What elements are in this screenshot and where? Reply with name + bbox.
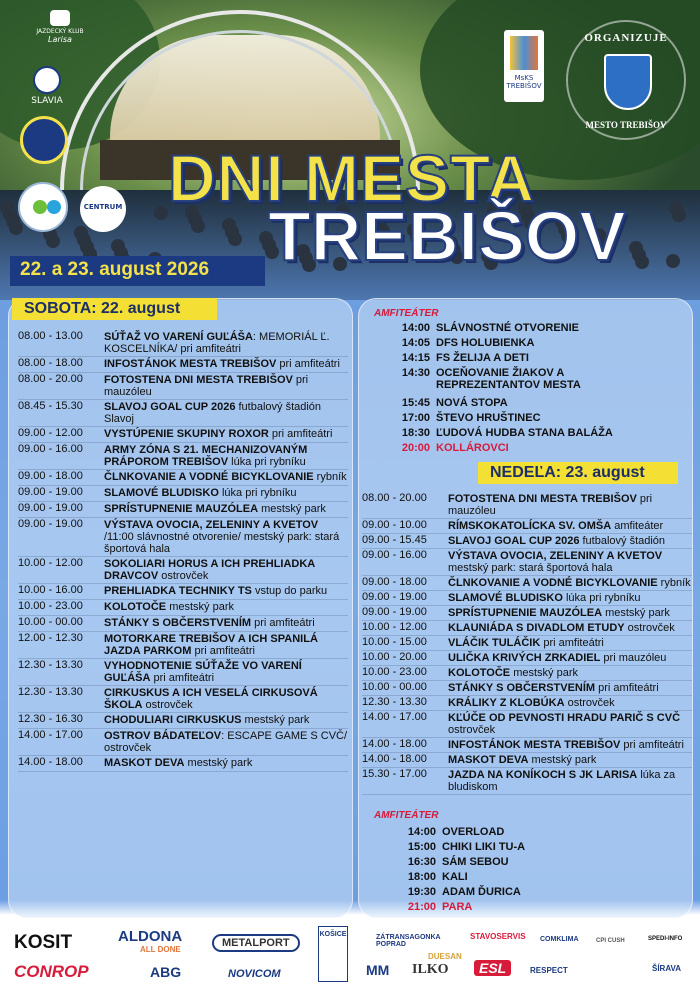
schedule-row (18, 330, 348, 357)
amfiteater-performer: FS ŽELIJA A DETI (436, 352, 529, 364)
event-location: pri amfiteátri (268, 428, 333, 440)
sponsor-logo: ILKO (412, 962, 449, 977)
schedule-event (104, 633, 348, 657)
sponsor-logo: COMKLIMA (540, 936, 579, 943)
schedule-row (362, 519, 692, 534)
event-name: SÚŤAŽ VO VARENÍ GUĽÁŠA (104, 331, 253, 343)
amfiteater-time: 18:00 (407, 871, 436, 883)
schedule-row (18, 486, 348, 502)
sponsor-logo: RESPECT (530, 966, 568, 975)
sponsor-logo: METALPORT (212, 934, 300, 952)
schedule-row (362, 576, 692, 591)
event-name: SPRÍSTUPNENIE MAUZÓLEA (448, 607, 603, 619)
sponsor-logo: ZÁTRANSAGONKA POPRAD (376, 934, 441, 948)
event-location: lúka pri rybníku (228, 456, 306, 468)
schedule-time: 10.00 - 00.00 (18, 616, 83, 628)
amfiteater-time: 20:00 (401, 442, 430, 454)
schedule-time: 10.00 - 16.00 (18, 584, 83, 596)
event-location: mestský park: stará športová hala (448, 562, 613, 574)
mestska-policia-logo (20, 116, 68, 164)
event-location: rybník (657, 577, 691, 589)
event-name: ULIČKA KRIVÝCH ZRKADIEL (448, 652, 601, 664)
schedule-event (104, 487, 348, 499)
event-location: pri amfiteátri (595, 682, 659, 694)
schedule-event (448, 697, 692, 709)
schedule-time: 10.00 - 23.00 (18, 600, 83, 612)
schedule-row (18, 443, 348, 470)
event-name: SLAMOVÉ BLUDISKO (448, 592, 563, 604)
schedule-event (104, 428, 348, 440)
event-name: OSTROV BÁDATEĽOV (104, 730, 222, 742)
amfiteater-time: 17:00 (401, 412, 430, 424)
event-location: mestský park (258, 503, 326, 515)
schedule-time: 10.00 - 20.00 (362, 651, 427, 663)
sunday-amfiteater-list (396, 826, 686, 916)
schedule-row (362, 753, 692, 768)
event-location: pri amfiteátri (150, 672, 215, 684)
coat-of-arms-icon (604, 54, 652, 110)
msks-logo: MsKS TREBIŠOV (504, 30, 544, 102)
amfiteater-time: 14:00 (407, 826, 436, 838)
event-location: mestský park (184, 757, 253, 769)
crowd-silhouette (635, 255, 649, 269)
event-name: KOLOTOČE (448, 667, 511, 679)
schedule-time: 08.45 - 15.30 (18, 400, 83, 412)
event-location: : ESCAPE GAME S CVČ/ ostrovček (104, 730, 348, 754)
schedule-time: 08.00 - 20.00 (18, 373, 83, 385)
crowd-silhouette (228, 232, 242, 246)
slavia-logo: SLAVIA (22, 66, 72, 106)
schedule-event (448, 637, 692, 649)
schedule-event (448, 769, 692, 793)
amfiteater-time: 14:15 (401, 352, 430, 364)
cvc-logo (18, 182, 68, 232)
event-location: lúka pri rybníku (562, 592, 641, 604)
schedule-row (18, 600, 348, 616)
schedule-event (104, 471, 348, 483)
saturday-heading: SOBOTA: 22. august (12, 298, 217, 320)
amfiteater-time: 18:30 (401, 427, 430, 439)
schedule-event (104, 601, 348, 613)
event-name: VYHODNOTENIE SÚŤAŽE VO VARENÍ GUĽÁŠA (104, 660, 302, 684)
schedule-row (18, 557, 348, 584)
schedule-row (18, 518, 348, 557)
schedule-event (104, 730, 348, 754)
schedule-event (448, 754, 692, 766)
amfiteater-performer: NOVÁ STOPA (436, 397, 508, 409)
schedule-row (18, 357, 348, 373)
schedule-time: 10.00 - 12.00 (362, 621, 427, 633)
amfiteater-performer: SLÁVNOSTNÉ OTVORENIE (436, 322, 580, 334)
sponsor-logo: ŠÍRAVA (652, 964, 682, 973)
saturday-schedule (18, 330, 348, 772)
amfiteater-performer: CHIKI LIKI TU-A (442, 841, 526, 853)
event-location: futbalový štadión Slavoj (104, 401, 322, 425)
schedule-row (18, 502, 348, 518)
event-name: SLAMOVÉ BLUDISKO (104, 487, 219, 499)
event-name: KOLOTOČE (104, 601, 167, 613)
jazdecky-klub-logo: JAZDECKÝ KLUB Larisa (30, 10, 90, 44)
schedule-row (18, 659, 348, 686)
schedule-time: 12.00 - 12.30 (18, 632, 83, 644)
event-location: futbalový štadión (579, 535, 666, 547)
saturday-amfiteater-list (390, 322, 690, 462)
event-name: CHODULIARI CIRKUSKUS (104, 714, 242, 726)
sponsor-logo: MM (366, 962, 390, 978)
amfiteater-performer: KOLLÁROVCI (436, 442, 509, 454)
amfiteater-time: 16:30 (407, 856, 436, 868)
schedule-time: 10.00 - 23.00 (362, 666, 427, 678)
schedule-event (104, 444, 348, 468)
event-name: SLAVOJ GOAL CUP 2026 (448, 535, 580, 547)
amfiteater-time: 15:00 (407, 841, 436, 853)
crowd-silhouette (9, 221, 23, 235)
organizuje-mesto-seal: ORGANIZUJE MESTO TREBIŠOV (566, 20, 686, 140)
schedule-time: 09.00 - 16.00 (18, 443, 83, 455)
schedule-row (362, 768, 692, 795)
amfiteater-time: 21:00 (407, 901, 436, 913)
schedule-event (104, 503, 348, 515)
schedule-event (448, 535, 692, 547)
event-name: VÝSTAVA OVOCIA, ZELENINY A KVETOV (104, 519, 319, 531)
event-name: ARMY ZÓNA S 21. MECHANIZOVANÝM PRÁPOROM TREBIŠOV (104, 444, 308, 468)
schedule-time: 14.00 - 17.00 (362, 711, 427, 723)
event-name: PREHLIADKA TECHNIKY TS (104, 585, 252, 597)
event-name: FOTOSTENA DNI MESTA TREBIŠOV (448, 493, 637, 505)
amfiteater-performer: DFS HOLUBIENKA (436, 337, 535, 349)
schedule-event (448, 652, 692, 664)
event-name: KLAUNIÁDA S DIVADLOM ETUDY (448, 622, 625, 634)
schedule-time: 14.00 - 17.00 (18, 729, 83, 741)
event-location: mestský park (510, 667, 578, 679)
schedule-row (362, 636, 692, 651)
sponsor-logo: ABG (150, 964, 182, 980)
schedule-time: 14.00 - 18.00 (18, 756, 83, 768)
schedule-time: 14.00 - 18.00 (362, 753, 427, 765)
amfiteater-time: 14:05 (401, 337, 430, 349)
event-location: : MEMORIÁL Ľ. KOSCELNÍKA/ pri amfiteátri (104, 331, 330, 355)
schedule-event (448, 712, 692, 736)
amfiteater-performer: KALI (442, 871, 468, 883)
sponsor-logo: ALL DONE (140, 945, 181, 954)
schedule-row (18, 400, 348, 427)
sunday-schedule (362, 492, 692, 795)
event-name: SOKOLIARI HORUS A ICH PREHLIADKA DRAVCOV (104, 558, 315, 582)
title-dni-mesta: DNI MESTA (168, 141, 536, 215)
schedule-time: 08.00 - 20.00 (362, 492, 427, 504)
amfiteater-performer: OCEŇOVANIE ŽIAKOV A REPREZENTANTOV MESTA (436, 367, 581, 391)
schedule-time: 09.00 - 10.00 (362, 519, 427, 531)
amfiteater-performer: OVERLOAD (442, 826, 505, 838)
schedule-event (448, 739, 692, 751)
event-name: MASKOT DEVA (104, 757, 185, 769)
event-location: pri amfiteátri (620, 739, 684, 751)
event-location: mestský park (528, 754, 597, 766)
schedule-event (104, 558, 348, 582)
sunday-heading: NEDEĽA: 23. august (478, 462, 678, 484)
event-location: lúka za bludiskom (448, 769, 676, 793)
event-location: pri amfiteátri (540, 637, 604, 649)
schedule-event (104, 331, 348, 355)
event-name: STÁNKY S OBČERSTVENÍM (448, 682, 596, 694)
schedule-event (104, 519, 348, 555)
event-date: 22. a 23. august 2026 (10, 256, 265, 286)
amfiteater-performer: ADAM ĎURICA (442, 886, 521, 898)
crowd-silhouette (154, 206, 168, 220)
schedule-row (18, 584, 348, 600)
schedule-event (104, 585, 348, 597)
schedule-time: 08.00 - 18.00 (18, 357, 83, 369)
event-name: JAZDA NA KONÍKOCH S JK LARISA (448, 769, 638, 781)
schedule-time: 09.00 - 19.00 (362, 606, 427, 618)
schedule-row (18, 616, 348, 632)
event-location: mestský park (166, 601, 234, 613)
event-name: RÍMSKOKATOLÍCKA SV. OMŠA (448, 520, 612, 532)
event-location: vstup do parku (251, 585, 328, 597)
event-location: pri amfiteátri (251, 617, 315, 629)
event-location: lúka pri rybníku (218, 487, 297, 499)
event-location: pri mauzóleu (448, 493, 653, 517)
schedule-row (18, 470, 348, 486)
schedule-event (104, 401, 348, 425)
schedule-time: 10.00 - 15.00 (362, 636, 427, 648)
event-name: SLAVOJ GOAL CUP 2026 (104, 401, 236, 413)
schedule-event (104, 358, 348, 370)
schedule-event (104, 660, 348, 684)
event-location: ostrovček (158, 570, 209, 582)
schedule-time: 15.30 - 17.00 (362, 768, 427, 780)
schedule-row (362, 549, 692, 576)
sponsor-logo: ESL (474, 960, 511, 976)
amfiteater-time: 14:30 (401, 367, 430, 379)
schedule-row (18, 729, 348, 756)
amfiteater-performer: SÁM SEBOU (442, 856, 509, 868)
schedule-time: 10.00 - 12.00 (18, 557, 83, 569)
event-location: amfiteáter (611, 520, 664, 532)
event-name: SPRÍSTUPNENIE MAUZÓLEA (104, 503, 259, 515)
event-name: ČLNKOVANIE A VODNÉ BICYKLOVANIE (448, 577, 658, 589)
schedule-row (362, 534, 692, 549)
sponsor-logo: KOŠICE (318, 926, 348, 982)
schedule-row (362, 711, 692, 738)
schedule-time: 10.00 - 00.00 (362, 681, 427, 693)
title-trebisov: TREBIŠOV (268, 197, 626, 275)
schedule-time: 09.00 - 18.00 (362, 576, 427, 588)
schedule-event (104, 714, 348, 726)
schedule-event (448, 550, 692, 574)
schedule-time: 09.00 - 19.00 (18, 518, 83, 530)
event-name: MASKOT DEVA (448, 754, 529, 766)
schedule-row (362, 666, 692, 681)
schedule-event (448, 667, 692, 679)
event-location: ostrovček (624, 622, 675, 634)
schedule-row (362, 681, 692, 696)
schedule-time: 09.00 - 19.00 (362, 591, 427, 603)
schedule-event (448, 520, 692, 532)
schedule-event (448, 682, 692, 694)
schedule-time: 08.00 - 13.00 (18, 330, 83, 342)
sponsor-logo: KOSIT (14, 932, 73, 953)
event-location: pri amfiteátri (191, 645, 255, 657)
event-name: STÁNKY S OBČERSTVENÍM (104, 617, 252, 629)
schedule-time: 12.30 - 13.30 (362, 696, 427, 708)
schedule-row (362, 738, 692, 753)
event-name: ČLNKOVANIE A VODNÉ BICYKLOVANIE (104, 471, 314, 483)
schedule-event (448, 592, 692, 604)
event-location: pri mauzóleu (104, 374, 309, 398)
amfiteater-label: AMFITEÁTER (374, 810, 439, 821)
schedule-event (448, 622, 692, 634)
event-location: ostrovček (564, 697, 615, 709)
amfiteater-time: 14:00 (401, 322, 430, 334)
schedule-time: 14.00 - 18.00 (362, 738, 427, 750)
schedule-row (362, 606, 692, 621)
sponsor-logo: CONROP (14, 962, 89, 981)
schedule-event (104, 617, 348, 629)
sponsor-logo: ALDONA (118, 928, 183, 945)
event-name: MOTORKARE TREBIŠOV A ICH SPANILÁ JAZDA PARKOM (104, 633, 318, 657)
event-name: FOTOSTENA DNI MESTA TREBIŠOV (104, 374, 293, 386)
centrum-logo: CENTRUM (80, 186, 126, 232)
sponsor-logo: NOVICOM (228, 968, 281, 980)
schedule-event (448, 607, 692, 619)
schedule-event (448, 493, 692, 517)
crowd-silhouette (191, 219, 205, 233)
schedule-time: 09.00 - 18.00 (18, 470, 83, 482)
schedule-time: 09.00 - 16.00 (362, 549, 427, 561)
event-location: mestský park (602, 607, 670, 619)
schedule-row (362, 492, 692, 519)
amfiteater-label: AMFITEÁTER (374, 308, 439, 319)
schedule-time: 12.30 - 16.30 (18, 713, 83, 725)
schedule-row (18, 713, 348, 729)
schedule-row (18, 686, 348, 713)
event-name: CIRKUSKUS A ICH VESELÁ CIRKUSOVÁ ŠKOLA (104, 687, 318, 711)
event-name: VÝSTAVA OVOCIA, ZELENINY A KVETOV (448, 550, 663, 562)
schedule-event (104, 374, 348, 398)
schedule-row (362, 651, 692, 666)
schedule-row (362, 696, 692, 711)
amfiteater-time: 15:45 (401, 397, 430, 409)
event-location: ostrovček (142, 699, 193, 711)
schedule-time: 12.30 - 13.30 (18, 686, 83, 698)
schedule-event (104, 757, 348, 769)
schedule-row (18, 756, 348, 772)
event-location: rybník (313, 471, 347, 483)
schedule-row (18, 373, 348, 400)
schedule-event (448, 577, 692, 589)
sponsor-logo: SPEDI-INFO (648, 936, 683, 942)
amfiteater-performer: ŠTEVO HRUŠTINEC (436, 412, 541, 424)
schedule-row (362, 621, 692, 636)
amfiteater-performer: ĽUDOVÁ HUDBA STANA BALÁŽA (436, 427, 613, 439)
schedule-time: 09.00 - 19.00 (18, 502, 83, 514)
schedule-row (362, 591, 692, 606)
event-location: pri mauzóleu (600, 652, 667, 664)
schedule-row (18, 427, 348, 443)
crowd-silhouette (46, 234, 60, 248)
event-location: pri amfiteátri (276, 358, 340, 370)
crowd-silhouette (666, 254, 680, 268)
amfiteater-time: 19:30 (407, 886, 436, 898)
schedule-time: 09.00 - 12.00 (18, 427, 83, 439)
amfiteater-performer: PARA (442, 901, 473, 913)
schedule-event (104, 687, 348, 711)
event-name: VYSTÚPENIE SKUPINY ROXOR (104, 428, 269, 440)
event-location: /11:00 slávnostné otvorenie/ mestský park: stará športová hala (104, 531, 340, 555)
sponsor-logo: DUESAN (428, 952, 462, 961)
sponsor-logo: STAVOSERVIS (470, 932, 526, 941)
event-location: mestský park (241, 714, 310, 726)
schedule-time: 12.30 - 13.30 (18, 659, 83, 671)
sponsors-strip (0, 918, 700, 990)
crowd-silhouette (672, 208, 686, 222)
schedule-row (18, 632, 348, 659)
event-name: INFOSTÁNOK MESTA TREBIŠOV (448, 739, 621, 751)
event-name: VLÁČIK TULÁČIK (448, 637, 541, 649)
event-name: INFOSTÁNOK MESTA TREBIŠOV (104, 358, 277, 370)
schedule-time: 09.00 - 15.45 (362, 534, 427, 546)
sponsor-logo: CPI CUSH (596, 938, 625, 944)
event-name: KĽÚČE OD PEVNOSTI HRADU PARIČ S CVČ (448, 712, 681, 724)
event-name: KRÁLIKY Z KLOBÚKA (448, 697, 565, 709)
event-location: ostrovček (448, 724, 496, 736)
schedule-time: 09.00 - 19.00 (18, 486, 83, 498)
